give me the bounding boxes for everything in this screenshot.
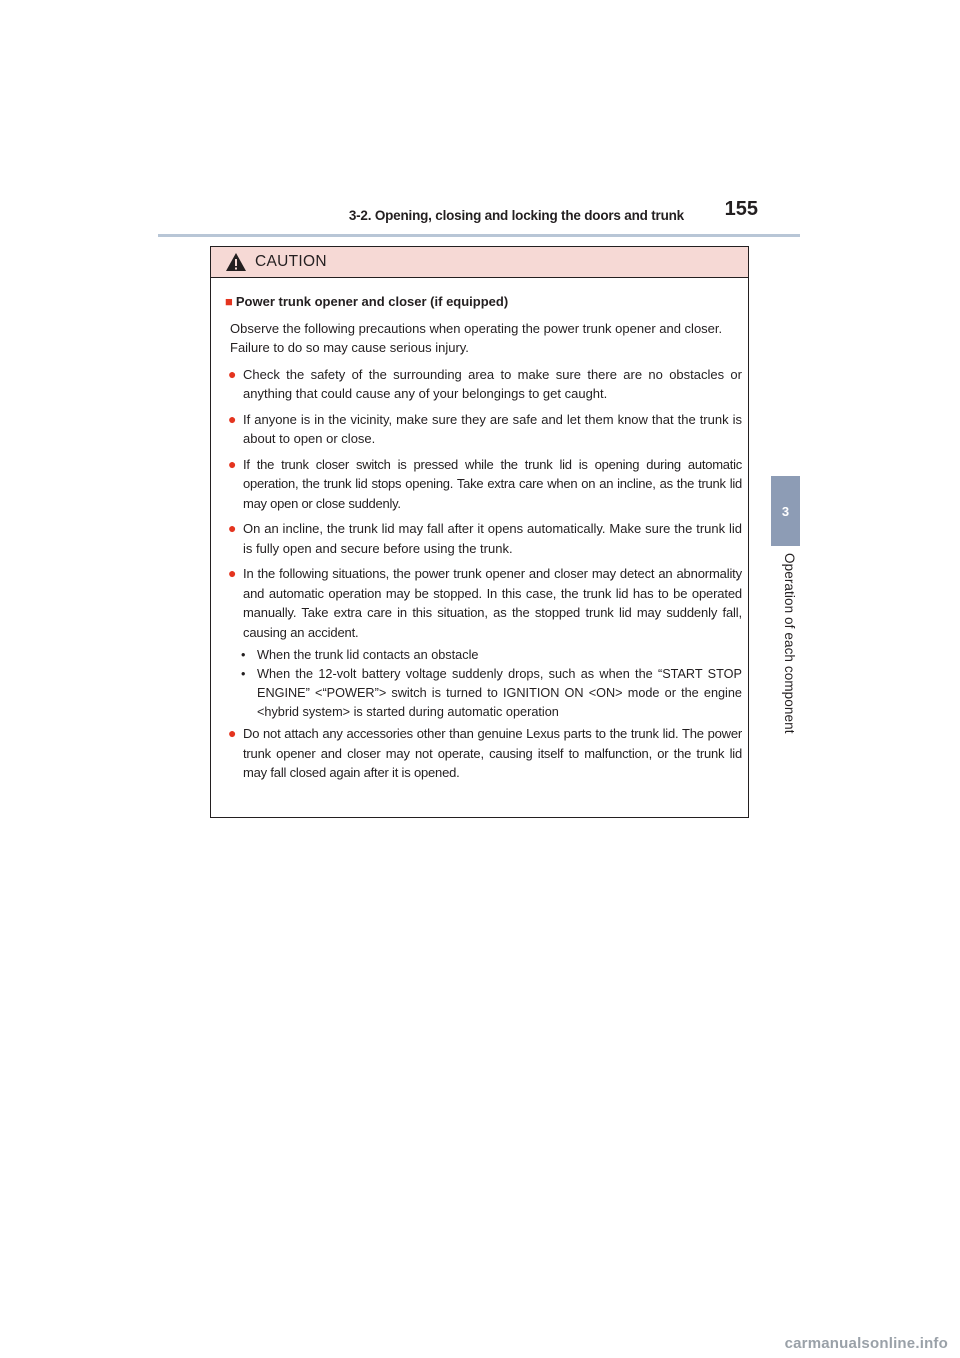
caution-box <box>210 246 749 818</box>
caution-body <box>211 278 748 783</box>
small-bullet-icon: • <box>241 648 246 662</box>
small-bullet-icon: • <box>241 667 246 681</box>
list-item: ● If the trunk closer switch is pressed while the trunk lid is opening during automatic operation, the trunk lid stops opening. Take extra care when on an incline, as the trunk lid may open or close suddenly. <box>228 455 742 511</box>
caution-intro <box>225 319 742 358</box>
intro-line: Observe the following precautions when operating the power trunk opener and closer. <box>230 320 723 336</box>
sub-list-item: • When the 12-volt battery voltage suddenly drops, such as when the “START STOP ENGINE” <“POWER”> switch is turned to IGNITION ON <ON> mode or the engine <hybrid system> is started during automatic operation <box>241 667 742 719</box>
sub-list-item: • When the trunk lid contacts an obstacle <box>225 646 742 665</box>
bullet-dot-icon: ● <box>228 725 237 741</box>
square-bullet-icon: ■ <box>225 294 233 309</box>
section-title-header: 3-2. Opening, closing and locking the doors and trunk <box>348 208 684 223</box>
caution-section-title: ■ Power trunk opener and closer (if equipped) <box>225 294 509 309</box>
list-item: ● In the following situations, the power trunk opener and closer may detect an abnormality and automatic operation may be stopped. In this case, the trunk lid has to be operated manually. Take extra care in this situation, as the stopped trunk lid may suddenly fall, causing an accident. <box>228 565 742 640</box>
chapter-number: 3 <box>781 503 790 519</box>
bullet-dot-icon: ● <box>228 365 237 382</box>
list-item: ● Check the safety of the surrounding area to make sure there are no obstacles or anything that could cause any of your belongings to get caught. <box>228 365 742 401</box>
chapter-label: Operation of each component <box>782 553 797 734</box>
bullet-dot-icon: ● <box>228 455 237 472</box>
chapter-tab[interactable] <box>771 476 800 546</box>
page-header <box>158 196 800 237</box>
bullet-dot-icon: ● <box>228 410 237 427</box>
watermark: carmanualsonline.info <box>784 1335 948 1352</box>
list-item: ● If anyone is in the vicinity, make sure they are safe and let them know that the trunk is about to open or close. <box>228 410 742 446</box>
intro-line: Failure to do so may cause serious injury. <box>230 340 469 355</box>
sub-list <box>225 646 742 722</box>
bullet-dot-icon: ● <box>228 565 237 581</box>
caution-header <box>211 247 748 278</box>
warning-triangle-icon <box>225 252 247 272</box>
caution-title: CAUTION <box>255 253 327 270</box>
bullet-dot-icon: ● <box>228 520 237 536</box>
page-number: 155 <box>724 198 758 220</box>
list-item: ● Do not attach any accessories other than genuine Lexus parts to the trunk lid. The power trunk opener and closer may not operate, causing itself to malfunction, or the trunk lid may fall closed again after it is opened. <box>228 725 742 780</box>
list-item: ● On an incline, the trunk lid may fall after it opens automatically. Make sure the trunk lid is fully open and secure before using the trunk. <box>228 520 742 556</box>
